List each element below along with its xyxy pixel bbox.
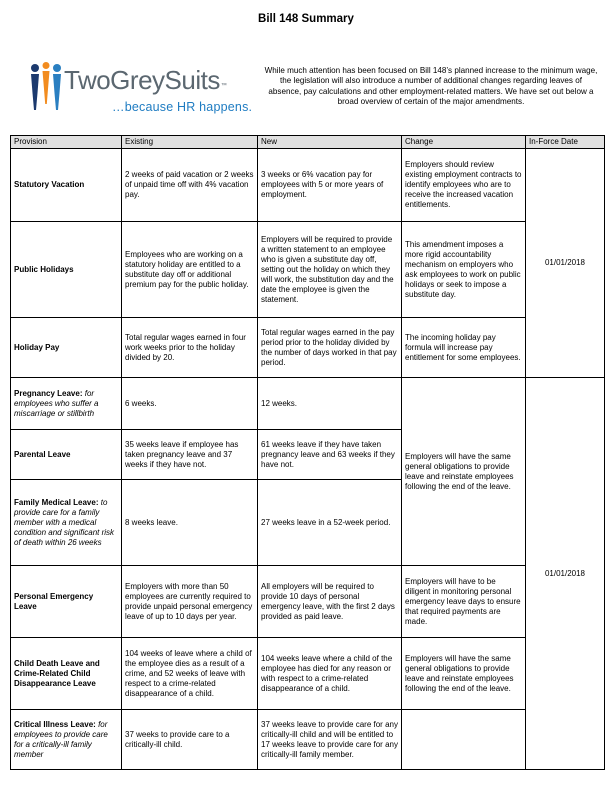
new-cell: 37 weeks leave to provide care for any critically-ill child and will be entitled to 17 weeks leave to provide care for any critically-ill family member. <box>258 710 402 770</box>
new-cell: 61 weeks leave if they have taken pregnancy leave and 63 weeks if they have not. <box>258 430 402 480</box>
existing-cell: 6 weeks. <box>122 378 258 430</box>
header-new: New <box>258 136 402 149</box>
existing-cell: 2 weeks of paid vacation or 2 weeks of unpaid time off with 4% vacation pay. <box>122 149 258 222</box>
provision-cell: Family Medical Leave: to provide care for a family member with a medical condition and significant risk of death within 26 weeks <box>11 480 122 566</box>
new-cell: All employers will be required to provide 10 days of personal emergency leave, with the first 2 days provided as paid leave. <box>258 566 402 638</box>
change-cell: The incoming holiday pay formula will increase pay entitlement for some employees. <box>402 318 526 378</box>
change-cell-empty <box>402 710 526 770</box>
in-force-date-cell: 01/01/2018 <box>526 149 605 378</box>
header-change: Change <box>402 136 526 149</box>
header-in-force-date: In-Force Date <box>526 136 605 149</box>
existing-cell: 35 weeks leave if employee has taken pregnancy leave and 37 weeks if they have not. <box>122 430 258 480</box>
existing-cell: 8 weeks leave. <box>122 480 258 566</box>
provision-subtext: for employees who suffer a miscarriage or stillbirth <box>14 388 99 418</box>
existing-cell: Employers with more than 50 employees are currently required to provide unpaid personal emergency leave of up to 10 days per year. <box>122 566 258 638</box>
provision-subtext: to provide care for a family member with a medical condition and significant risk of death within 26 weeks <box>14 497 115 547</box>
provision-cell: Public Holidays <box>11 222 122 318</box>
header-existing: Existing <box>122 136 258 149</box>
change-cell: Employers will have the same general obligations to provide leave and reinstate employees following the end of the leave. <box>402 638 526 710</box>
table-row <box>11 566 605 638</box>
new-cell: 104 weeks leave where a child of the employee has died for any reason or with respect to a crime-related disappearance of a child. <box>258 638 402 710</box>
change-cell: This amendment imposes a more rigid accountability mechanism on employers who ask employees to work on public holidays or seek to impose a substitute day. <box>402 222 526 318</box>
people-figures-icon <box>28 62 64 112</box>
new-cell: 27 weeks leave in a 52-week period. <box>258 480 402 566</box>
provision-subtext: for employees to provide care for a critically-ill family member <box>14 719 108 759</box>
company-logo <box>28 62 253 122</box>
provision-cell: Personal Emergency Leave <box>11 566 122 638</box>
new-cell: Total regular wages earned in the pay period prior to the holiday divided by the number of days worked in that pay period. <box>258 318 402 378</box>
provision-cell: Critical Illness Leave: for employees to provide care for a critically-ill family member <box>11 710 122 770</box>
logo-wordmark: TwoGreySuits™ <box>64 65 227 95</box>
provision-cell: Statutory Vacation <box>11 149 122 222</box>
existing-cell: Total regular wages earned in four work weeks prior to the holiday divided by 20. <box>122 318 258 378</box>
table-row <box>11 222 605 318</box>
table-row <box>11 638 605 710</box>
change-cell: Employers should review existing employment contracts to identify employees who are to receive the increased vacation entitlements. <box>402 149 526 222</box>
intro-paragraph: While much attention has been focused on Bill 148’s planned increase to the minimum wage, the legislation will also introduce a number of additional changes regarding leaves of absence, pay calculations and other employment-related matters. We have set out below a broad overview of certain of the major amendments. <box>264 66 598 107</box>
existing-cell: 37 weeks to provide care to a critically-ill child. <box>122 710 258 770</box>
change-cell: Employers will have to be diligent in monitoring personal emergency leave days to ensure that required payments are made. <box>402 566 526 638</box>
in-force-date-cell: 01/01/2018 <box>526 378 605 770</box>
provision-cell: Holiday Pay <box>11 318 122 378</box>
existing-cell: Employees who are working on a statutory holiday are entitled to a substitute day off or additional premium pay for the public holiday. <box>122 222 258 318</box>
table-row <box>11 318 605 378</box>
provision-cell: Pregnancy Leave: for employees who suffer a miscarriage or stillbirth <box>11 378 122 430</box>
new-cell: 12 weeks. <box>258 378 402 430</box>
table-row <box>11 710 605 770</box>
new-cell: Employers will be required to provide a written statement to an employee who is given a substitute day off, setting out the holiday on which they will work, the substitution day and the date the employee is given the statement. <box>258 222 402 318</box>
existing-cell: 104 weeks of leave where a child of the employee dies as a result of a crime, and 52 weeks of leave with respect to a crime-related disappearance of a child. <box>122 638 258 710</box>
provision-cell: Parental Leave <box>11 430 122 480</box>
change-cell-merged: Employers will have the same general obligations to provide leave and reinstate employees following the end of the leave. <box>402 378 526 566</box>
bill-summary-table <box>10 135 605 770</box>
table-row <box>11 378 605 430</box>
logo-tagline: …because HR happens. <box>112 100 253 114</box>
table-row <box>11 149 605 222</box>
page-title: Bill 148 Summary <box>258 13 354 25</box>
new-cell: 3 weeks or 6% vacation pay for employees with 5 or more years of employment. <box>258 149 402 222</box>
header-provision: Provision <box>11 136 122 149</box>
table-header-row <box>11 136 605 149</box>
provision-cell: Child Death Leave and Crime-Related Child Disappearance Leave <box>11 638 122 710</box>
